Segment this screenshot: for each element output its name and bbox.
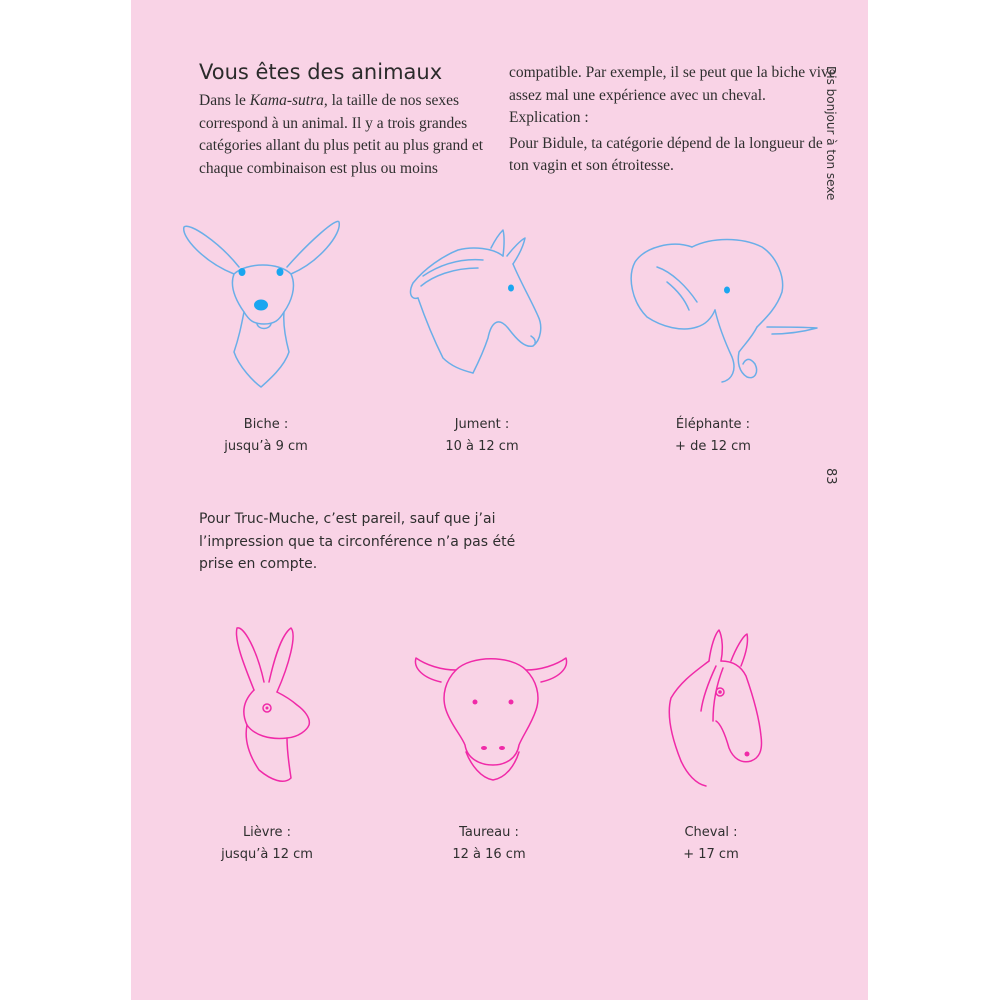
horse-name: Cheval : — [684, 825, 738, 840]
caption-bull — [399, 822, 579, 866]
intro-paragraph-right — [509, 62, 839, 181]
middle-paragraph: Pour Truc-Muche, c’est pareil, sauf que j’ai l’impression que ta circonférence n’a pas été prise en compte. — [199, 511, 516, 572]
hare-size: jusqu’à 12 cm — [221, 847, 313, 862]
book-page — [131, 0, 868, 1000]
section-heading: Vous êtes des animaux — [199, 60, 443, 84]
mare-name: Jument : — [454, 417, 510, 432]
intro-right-p1: compatible. Par exemple, il se peut que la biche vive assez mal une expérience avec un cheval. Explication : — [509, 64, 836, 126]
hare-name: Lièvre : — [242, 825, 292, 840]
hare-head-icon — [219, 620, 349, 790]
intro-paragraph-left — [199, 90, 499, 180]
intro-text-start: Dans le — [199, 92, 250, 109]
mare-head-icon — [403, 228, 563, 388]
caption-hare — [177, 822, 357, 866]
intro-text-end: , la taille de nos sexes correspond à un animal. Il y a trois grandes catégories allant du plus petit au plus grand et chaque combinaison est plus ou moins — [199, 92, 484, 177]
elephant-head-icon — [627, 232, 827, 387]
bull-head-icon — [411, 640, 571, 785]
bull-size: 12 à 16 cm — [452, 847, 526, 862]
caption-horse — [621, 822, 801, 866]
doe-name: Biche : — [243, 417, 289, 432]
running-head: Dis bonjour à ton sexe — [824, 66, 838, 201]
caption-elephant — [623, 414, 803, 458]
horse-size: + 17 cm — [683, 847, 739, 862]
caption-mare — [392, 414, 572, 458]
intro-text-italic: Kama-sutra — [249, 92, 324, 109]
mare-size: 10 à 12 cm — [445, 439, 519, 454]
caption-doe — [176, 414, 356, 458]
intro-right-p2: Pour Bidule, ta catégorie dépend de la longueur de ton vagin et son étroitesse. — [509, 134, 823, 174]
elephant-size: + de 12 cm — [675, 439, 751, 454]
doe-head-icon — [179, 212, 349, 392]
doe-size: jusqu’à 9 cm — [224, 439, 308, 454]
bull-name: Taureau : — [459, 825, 519, 840]
elephant-name: Éléphante : — [675, 417, 751, 432]
horse-head-icon — [661, 626, 781, 791]
page-number: 83 — [823, 468, 838, 485]
